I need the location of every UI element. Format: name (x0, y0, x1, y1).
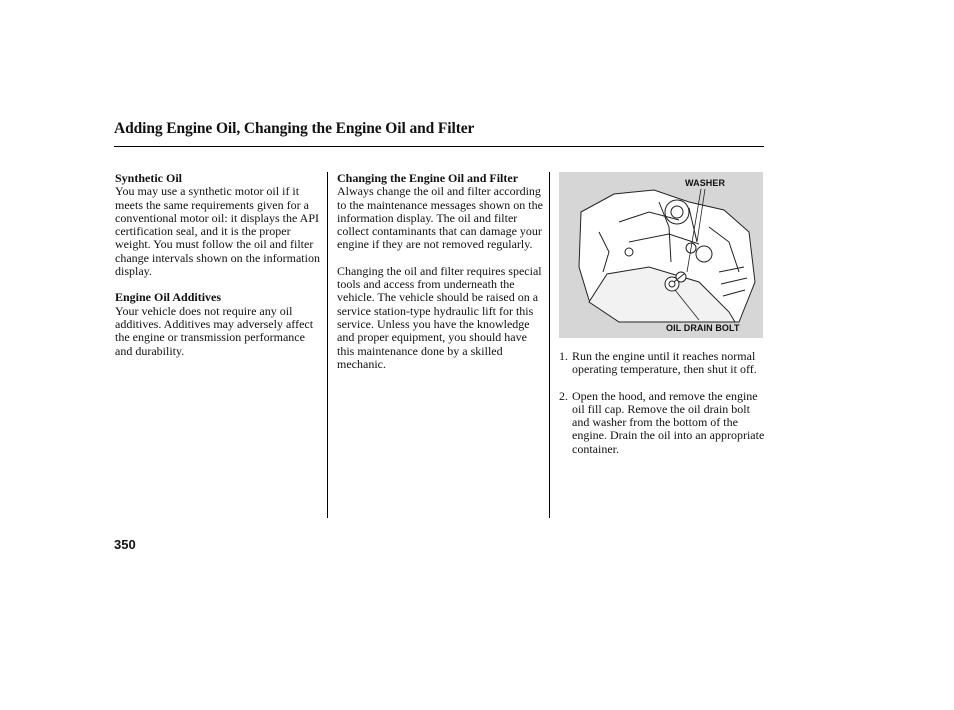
column-procedure (559, 172, 765, 469)
changing-oil-paragraph-2: Changing the oil and filter requires special tools and access from underneath the vehicle. The vehicle should be raised on a service station-type hydraulic lift for this service. Unless you have the knowledge and proper equipment, you should have this maintenance done by a skilled mechanic. (337, 263, 542, 371)
column-changing-oil (337, 172, 543, 384)
procedure-steps (559, 350, 765, 456)
column-synthetic-oil (115, 172, 321, 371)
step-number: 1. (559, 349, 568, 363)
oil-additives-body: Your vehicle does not require any oil additives. Additives may adversely affect the engine or transmission performance and durability. (115, 303, 314, 358)
title-divider (114, 146, 764, 147)
page-title: Adding Engine Oil, Changing the Engine Oil and Filter (114, 120, 475, 137)
engine-underside-drawing (559, 172, 763, 338)
washer-callout: WASHER (685, 178, 726, 188)
column-divider-2 (549, 172, 550, 518)
column-divider-1 (327, 172, 328, 518)
oil-additives-heading: Engine Oil Additives (115, 290, 222, 305)
oil-drain-bolt-callout: OIL DRAIN BOLT (666, 323, 740, 333)
synthetic-oil-heading: Synthetic Oil (115, 171, 183, 185)
synthetic-oil-body: You may use a synthetic motor oil if it meets the same requirements given for a conventional motor oil: it displays the API certification seal, and it is the proper weight. You must follow the oil and filter change intervals shown on the information display. (115, 184, 320, 279)
step-number: 2. (559, 388, 568, 403)
oil-drain-illustration (559, 172, 763, 338)
changing-oil-heading: Changing the Engine Oil and Filter (337, 171, 519, 185)
step-text: Open the hood, and remove the engine oil fill cap. Remove the oil drain bolt and washer from the bottom of the engine. Drain the oil into an appropriate container. (572, 388, 765, 456)
procedure-step (559, 390, 765, 456)
page-number: 350 (114, 537, 136, 552)
procedure-step (559, 350, 765, 377)
changing-oil-paragraph-1: Always change the oil and filter according to the maintenance messages shown on the information display. The oil and filter collect contaminants that can damage your engine if they are not removed regularly. (337, 184, 543, 252)
step-text: Run the engine until it reaches normal operating temperature, then shut it off. (572, 349, 757, 377)
